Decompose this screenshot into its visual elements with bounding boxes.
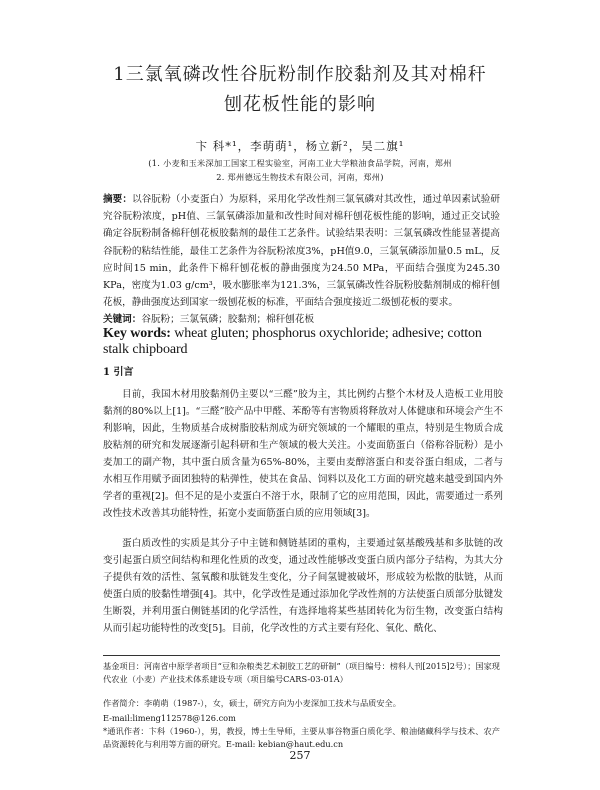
affiliation-2: 2. 郑州德远生物技术有限公司，河南，郑州) (216, 172, 384, 182)
keywords-cn-label: 关键词： (103, 314, 142, 325)
paper-title-line1: 1三氯氧磷改性谷朊粉制作胶黏剂及其对棉秆 (113, 64, 487, 85)
keywords-cn-text: 谷朊粉；三氯氧磷；胶黏剂；棉秆刨花板 (141, 314, 315, 325)
footnote-email: E-mail:limeng112578@126.com (103, 713, 236, 723)
paper-title-line2: 刨花板性能的影响 (224, 94, 376, 115)
affiliation-1: (1. 小麦和玉米深加工国家工程实验室，河南工业大学粮油食品学院，河南，郑州 (148, 158, 452, 168)
intro-paragraph-1: 目前，我国木材用胶黏剂仍主要以“三醛”胶为主，其比例约占整个木材及人造板工业用胶黏剂的80%以上[1]。“三醛”胶产品中甲醛、苯酚等有害物质将释放对人体健康和环境会产生不利影响，因此，生物质基合成树脂胶粘剂成为研究领域的一个耀眼的重点，特别是生物质合成胶粘剂的研究和发展逐渐引起科研和生产领域的极大关注。小麦面筋蛋白（俗称谷朊粉）是小麦加工的副产物，其中蛋白质含量为65%-80%，主要由麦醇溶蛋白和麦谷蛋白组成，二者与水相互作用赋予面团独特的粘弹性，使其在食品、饲料以及化工方面的研究越来越受到国内外学者的重视[2]。但不足的是小麦蛋白不溶于水，限制了它的应用范围，因此，需要通过一系列改性技术改善其功能特性，拓宽小麦面筋蛋白质的应用领域[3]。 (103, 389, 503, 519)
footnote-fund: 基金项目：河南省中原学者项目“豆和杂粮类艺术制胶工艺的研制”（项目编号：榜科人刊[2015]2号）；国家现代农业（小麦）产业技术体系建设专项（项目编号CARS-03-01A） (103, 661, 500, 684)
keywords-en-label: Key words: (103, 326, 171, 341)
abstract-label: 摘要： (103, 194, 133, 205)
keywords-english (103, 326, 503, 358)
keywords-chinese (103, 311, 500, 325)
abstract-text: 以谷朊粉（小麦蛋白）为原料，采用化学改性剂三氯氧磷对其改性，通过单因素试验研究谷朊粉浓度，pH值、三氯氧磷添加量和改性时间对棉秆刨花板性能的影响，通过正交试验确定谷朊粉制备棉秆刨花板胶黏剂的最佳工艺条件。试验结果表明：三氯氧磷改性能显著提高谷朊粉的粘结性能，最佳工艺条件为谷朊粉浓度3%，pH值9.0，三氯氧磷添加量0.5 mL，反应时间15 min，此条件下棉秆刨花板的静曲强度为24.50 MPa，平面结合强度为245.30 KPa，密度为1.03 g/cm³，吸水膨胀率为121.3%，三氯氧磷改性谷朊粉胶黏剂制成的棉秆刨花板，静曲强度达到国家一级刨花板的标准，平面结合强度接近二级刨花板的要求。 (103, 194, 501, 309)
footnote-divider (103, 655, 500, 656)
intro-paragraph-2: 蛋白质改性的实质是其分子中主链和侧链基团的重构，主要通过氨基酸残基和多肽链的改变引起蛋白质空间结构和理化性质的改变，通过改性能够改变蛋白质内部分子结构，为其大分子提供有效的活性、氢氧酸和肽链发生变化，分子间氢键被破坏，形成较为松散的肽链，从而使蛋白质的胶黏性增强[4]。其中，化学改性是通过添加化学改性剂的方法使蛋白质部分肽键发生断裂，并利用蛋白侧链基团的化学活性，有选择地将某些基团转化为衍生物，改变蛋白结构从而引起功能特性的改变[5]。目前，化学改性的方式主要有羟化、氧化、酰化、 (103, 538, 503, 634)
author-list: 卞 科*¹，李萌萌¹，杨立新²，吴二旗¹ (195, 139, 405, 153)
keywords-en-text: wheat gluten; phosphorus oxychloride; adhesive; cotton stalk chipboard (103, 326, 482, 357)
page-number: 257 (289, 749, 311, 762)
footnote-corresponding-author: *通讯作者：卞科（1960-），男，教授，博士生导师，主要从事谷物蛋白质化学、粮油储藏科学与技术、农产品资源转化与利用等方面的研究。E-mail: kebian@haut.edu.cn (103, 726, 500, 749)
section-heading-introduction: 1 引言 (103, 367, 134, 378)
footnote-author: 作者简介：李萌萌（1987-），女，硕士，研究方向为小麦深加工技术与品质安全。 (103, 698, 401, 708)
abstract (103, 191, 500, 311)
